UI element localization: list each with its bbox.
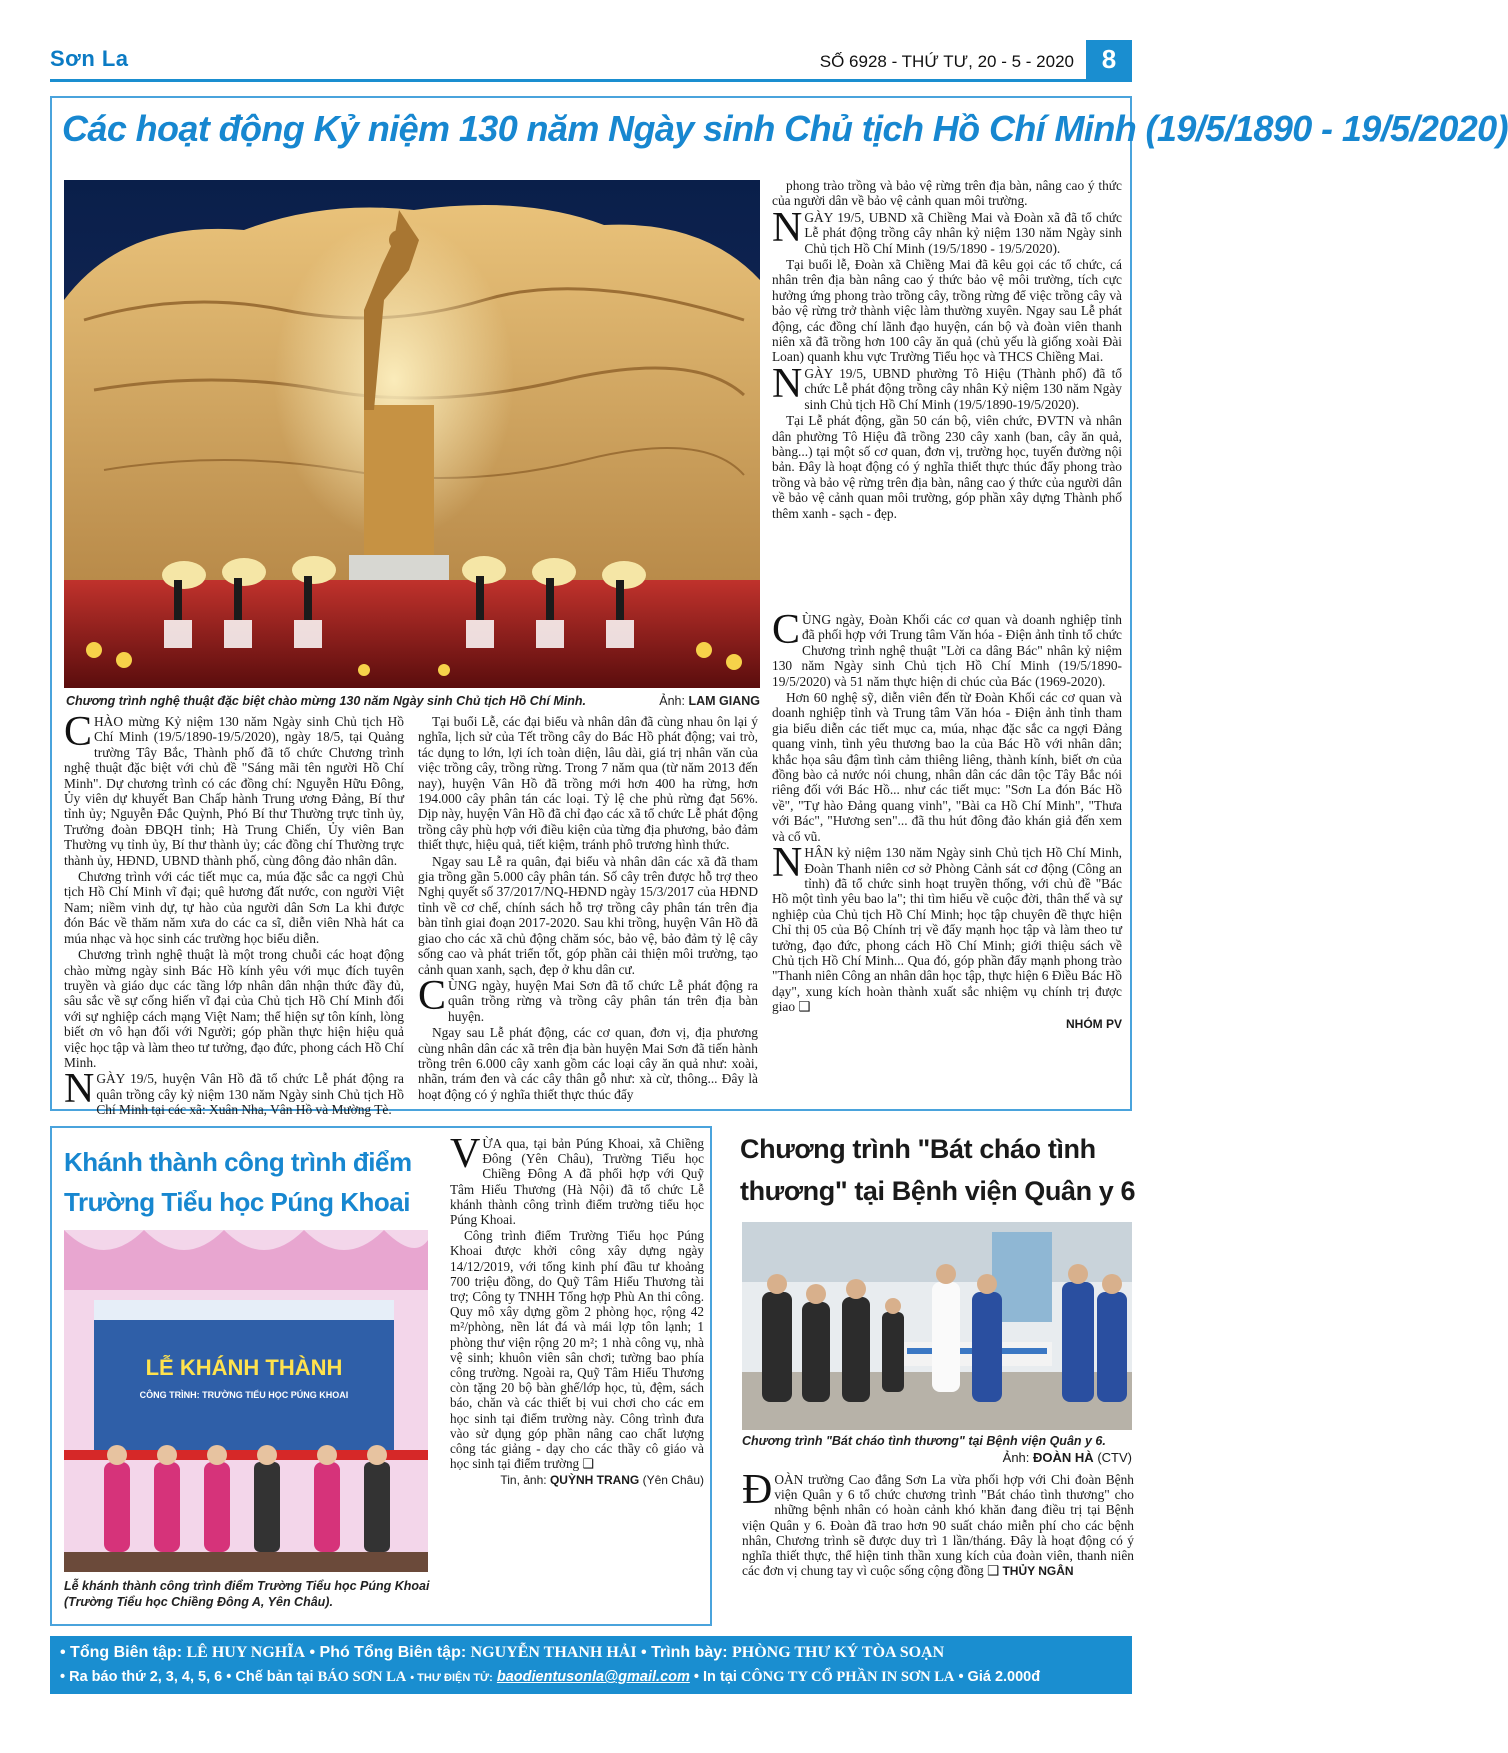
school-photo [64,1230,428,1572]
paragraph: CÙNG ngày, huyện Mai Sơn đã tổ chức Lễ phát động ra quân trồng rừng và trồng cây phân tán trên địa bàn huyện. [418,972,758,1024]
footer-line-2: • Ra báo thứ 2, 3, 4, 5, 6 • Chế bản tại BÁO SƠN LA • THƯ ĐIỆN TỬ: baodientusonla@gmail.com • In tại CÔNG TY CỔ PHẦN IN SƠN LA • Giá 2.000đ [60,1669,1041,1685]
page-number: 8 [1086,40,1132,79]
porridge-headline: Chương trình "Bát cháo tình thương" tại Bệnh viện Quân y 6 [740,1134,1136,1206]
ribbon-cutting-illustration [64,1230,428,1572]
school-article [50,1126,712,1626]
drop-cap: C [64,709,93,755]
paragraph: Ngay sau Lễ ra quân, đại biểu và nhân dân các xã đã tham gia trồng gần 5.000 cây phân tán. Số cây trên được hỗ trợ theo Nghị quyết số 37/2017/NQ-HĐND ngày 15/3/2017 của HĐND tỉnh về cơ chế, chính sách hỗ trợ trồng cây phân tán trên địa bàn tỉnh giai đoạn 2017-2020. Sau khi trồng, huyện Vân Hồ đã giao cho các xã chủ động chăm sóc, bảo vệ, bảo đảm tỷ lệ cây sống cao và phát triển tốt, góp phần cải thiện môi trường, tạo cảnh quan xanh, sạch, đẹp ở khu dân cư. [418,853,758,977]
footer-line-1: • Tổng Biên tập: LÊ HUY NGHĨA • Phó Tổng Biên tập: NGUYỄN THANH HẢI • Trình bày: PHÒNG THƯ KÝ TÒA SOẠN [60,1644,945,1661]
article-column-right-bottom [772,607,1122,1032]
porridge-photo [742,1222,1132,1430]
article-column-a [64,709,404,1119]
hero-photo-credit: Ảnh: LAM GIANG [659,694,760,708]
hero-caption-text: Chương trình nghệ thuật đặc biệt chào mừng 130 năm Ngày sinh Chủ tịch Hồ Chí Minh. [66,694,587,708]
paragraph: Chương trình với các tiết mục ca, múa đặc sắc ca ngợi Chủ tịch Hồ Chí Minh vĩ đại; quê hương đất nước, con người Việt Nam; niềm vinh dự, tự hào của người dân Sơn La khi được đón Bác về thăm năm xưa do các ca sĩ, diễn viên Nhà hát ca múa nhạc và học sinh các trường học biểu diễn. [64,869,404,946]
paragraph: Tại buổi lễ, Đoàn xã Chiềng Mai đã kêu gọi các tổ chức, cá nhân trên địa bàn nâng cao ý thức bảo vệ môi trường, tích cực hưởng ứng phong trào trồng cây, trồng rừng để việc trồng cây và bảo vệ rừng trở thành việc làm thường xuyên. Ngay sau Lễ phát động, các đồng chí lãnh đạo huyện, cán bộ và đoàn viên thanh niên xã đã trồng hơn 100 cây ăn quả (chủ yếu là giống xoài Đài Loan) quanh khu vực Trường Tiểu học và THCS Chiềng Mai. [772,257,1122,365]
imprint-footer [50,1636,1132,1694]
paragraph: VỪA qua, tại bản Púng Khoai, xã Chiềng Đông (Yên Châu), Trường Tiểu học Chiềng Đông A đã phối hợp với Quỹ Tâm Hiếu Thương (Hà Nội) đã tổ chức Lễ khánh thành công trình điểm trường tiểu học Púng Khoai. [450,1131,704,1228]
paragraph: NGÀY 19/5, huyện Vân Hồ đã tổ chức Lễ phát động ra quân trồng cây kỷ niệm 130 năm Ngày sinh Chủ tịch Hồ Chí Minh tại các xã: Xuân Nha, Vân Hồ và Mường Tè. [64,1066,404,1118]
porridge-article-column [742,1467,1134,1580]
paragraph: phong trào trồng và bảo vệ rừng trên địa bàn, nâng cao ý thức của người dân về bảo vệ cảnh quan môi trường. [772,178,1122,209]
author-signature: THỦY NGÂN [1002,1564,1074,1579]
paragraph: Công trình điểm Trường Tiểu học Púng Khoai được khởi công xây dựng ngày 14/12/2019, với tổng kinh phí đầu tư khoảng 700 triệu đồng, do Quỹ Tâm Hiếu Thương tài trợ; Công ty TNHH Tổng hợp Phù An thi công. Quy mô xây dựng gồm 2 phòng học, rộng 42 m²/phòng, nền lát đá và mái lợp tôn lạnh; 1 phòng thư viện rộng 20 m²; 1 nhà công vụ, nhà vệ sinh; khuôn viên sân chơi; tường bao phía công trường. Ngoài ra, Quỹ Tâm Hiếu Thương còn tặng 20 bộ bàn ghế/lớp học, tủ, đệm, sách báo, chăn và các thiết bị vui chơi cho các em học sinh tại điểm trường này. Công trình đưa vào sử dụng góp phần nâng cao chất lượng công tác giảng - dạy cho các thầy cô giáo và học sinh tại điểm trường ❑ [450,1228,704,1472]
drop-cap: N [772,360,803,407]
paragraph: Tại buổi Lễ, các đại biểu và nhân dân đã cùng nhau ôn lại ý nghĩa, lịch sử của Tết trồng cây do Bác Hồ phát động; vai trò, tác dụng to lớn, lợi ích toàn diện, lâu dài, giá trị nhân văn của việc trồng cây, trồng rừng. Trong 7 năm qua (từ năm 2013 đến nay), huyện Vân Hồ đã trồng mới hơn 400 ha rừng, hơn 194.000 cây phân tán các loại. Tỷ lệ che phủ rừng đạt 56%. Dịp này, huyện Vân Hồ đã chỉ đạo các xã tổ chức Lễ phát động trồng cây phù hợp với điều kiện của từng địa phương, bảo đảm thiết thực, hiệu quả, tiết kiệm, tránh phô trương hình thức. [418,714,758,853]
hero-photo [64,180,760,688]
section-name: Sơn La [50,46,129,71]
drop-cap: C [772,607,801,653]
article-column-b [418,714,758,1103]
main-headline: Các hoạt động Kỷ niệm 130 năm Ngày sinh Chủ tịch Hồ Chí Minh (19/5/1890 - 19/5/2020) [62,108,1508,149]
paragraph: ĐOÀN trường Cao đẳng Sơn La vừa phối hợp với Chi đoàn Bệnh viện Quân y 6 tổ chức chương trình "Bát cháo tình thương" cho những bệnh nhân có hoàn cảnh khó khăn đang điều trị tại Bệnh viện Quân y 6. Đoàn đã trao hơn 90 suất cháo miễn phí cho các bệnh nhân, Chương trình sẽ được duy trì 1 lần/tháng. Đây là hoạt động có ý nghĩa thiết thực, thể hiện tinh thần xung kích của đoàn viên, thanh niên các đơn vị chung tay vì cuộc sống cộng đồng ❑ THỦY NGÂN [742,1467,1134,1579]
drop-cap: N [772,204,803,251]
school-article-column [450,1131,704,1489]
drop-cap: Đ [742,1467,773,1513]
article-column-right-top [772,178,1122,522]
banner-subtitle: CÔNG TRÌNH: TRƯỜNG TIỂU HỌC PÚNG KHOAI [139,1390,349,1400]
paragraph: Ngay sau Lễ phát động, các cơ quan, đơn vị, địa phương cùng nhân dân các xã trên địa bàn huyện Mai Sơn đã tiến hành trồng trên 6.000 cây xanh gồm các loại cây ăn quả như: xoài, nhãn, trám đen và các cây thân gỗ như: xà cừ, thông... Đây là hoạt động có ý nghĩa thiết thực thúc đẩy [418,1025,758,1102]
hero-caption [66,694,760,708]
paragraph: Chương trình nghệ thuật là một trong chuỗi các hoạt động chào mừng ngày sinh Bác Hồ kính yêu với mục đích tuyên truyền và giáo dục các tầng lớp nhân dân nhận thức đầy đủ, sâu sắc về sự cống hiến vĩ đại của Chủ tịch Hồ Chí Minh đối với sự nghiệp cách mạng Việt Nam; thể hiện sự tôn kính, lòng biết ơn vô hạn đối với Người; góp phần thực hiện hiệu quả việc học tập và làm theo tư tưởng, đạo đức, phong cách Hồ Chí Minh. [64,947,404,1070]
school-headline: Khánh thành công trình điểm Trường Tiểu học Púng Khoai [64,1147,412,1217]
school-credit: Tin, ảnh: QUỲNH TRANG (Yên Châu) [500,1473,704,1488]
author-signature: NHÓM PV [1065,1016,1122,1031]
drop-cap: V [450,1131,481,1177]
email-link[interactable]: baodientusonla@gmail.com [496,1669,690,1685]
school-photo-caption: Lễ khánh thành công trình điểm Trường Tiểu học Púng Khoai (Trường Tiểu học Chiềng Đông A, Yên Châu). [64,1579,430,1609]
paragraph: CHÀO mừng Kỷ niệm 130 năm Ngày sinh Chủ tịch Hồ Chí Minh (19/5/1890-19/5/2020), ngày 18/5, tại Quảng trường Tây Bắc, Thành phố đã tổ chức Chương trình nghệ thuật đặc biệt với chủ đề "Sáng mãi tên người Hồ Chí Minh". Dự chương trình có các đồng chí: Nguyễn Hữu Đông, Ủy viên dự khuyết Ban Chấp hành Trung ương Đảng, Bí thư tỉnh ủy; Nguyễn Đắc Quỳnh, Phó Bí thư Thường trực tỉnh ủy, Trưởng đoàn ĐBQH tỉnh; Hà Trung Chiến, Ủy viên Ban Thường vụ tỉnh ủy, Bí thư thành ủy; các đồng chí Thường trực thành ủy, HĐND, UBND thành phố, cùng đông đảo nhân dân. [64,709,404,868]
paragraph: Hơn 60 nghệ sỹ, diễn viên đến từ Đoàn Khối các cơ quan và doanh nghiệp tỉnh và Trung tâm Văn hóa - Điện ảnh tỉnh tham gia biểu diễn các tiết mục ca, múa, nhạc đặc sắc ca ngợi Đảng quang vinh, tình yêu thương bao la của Bác Hồ với nhân dân; khắc họa sâu đậm tình cảm thiêng liêng, thành kính, biết ơn của đồng bào cả nước nói chung, nhân dân các dân tộc Tây Bắc nói riêng đối với Bác Hồ... như các tiết mục: "Sơn La đón Bác Hồ về", "Tự hào Đảng quang vinh", "Bài ca Hồ Chí Minh", "Thưa với Bác", "Hương sen"... đã thu hút đông đảo khán giả đến xem và cổ vũ. [772,690,1122,844]
banner-title: LỄ KHÁNH THÀNH [145,1355,343,1380]
issue-info: SỐ 6928 - THỨ TƯ, 20 - 5 - 2020 [819,52,1074,71]
porridge-photo-caption: Chương trình "Bát cháo tình thương" tại Bệnh viện Quân y 6. [742,1434,1106,1448]
monument-stage-illustration [64,180,760,688]
drop-cap: N [64,1066,95,1113]
paragraph: NGÀY 19/5, UBND phường Tô Hiệu (Thành phố) đã tổ chức Lễ phát động trồng cây nhân Kỷ niệm 130 năm Ngày sinh Chủ tịch Hồ Chí Minh (19/5/1890-19/5/2020). [772,360,1122,412]
main-article [50,96,1508,1118]
masthead [50,40,1132,82]
porridge-photo-credit: Ảnh: ĐOÀN HÀ (CTV) [1002,1450,1132,1465]
paragraph: Tại Lễ phát động, gần 50 cán bộ, viên chức, ĐVTN và nhân dân phường Tô Hiệu đã trồng 230 cây xanh (ban, cây ăn quả, bàng...) tại một số cơ quan, đơn vị, trường học, tuyến đường nội bản. Đây là hoạt động có ý nghĩa thiết thực thúc đẩy phong trào trồng và bảo vệ rừng trên địa bàn, nâng cao ý thức của người dân về bảo vệ cảnh quan môi trường, góp phần xây dựng Thành phố thêm xanh - sạch - đẹp. [772,413,1122,521]
paragraph: NGÀY 19/5, UBND xã Chiềng Mai và Đoàn xã đã tổ chức Lễ phát động trồng cây nhân kỷ niệm 130 năm Ngày sinh Chủ tịch Hồ Chí Minh (19/5/1890 - 19/5/2020). [772,204,1122,256]
hospital-charity-illustration [742,1222,1132,1430]
drop-cap: N [772,840,803,887]
paragraph: CÙNG ngày, Đoàn Khối các cơ quan và doanh nghiệp tỉnh đã phối hợp với Trung tâm Văn hóa - Điện ảnh tỉnh tổ chức Chương trình nghệ thuật "Lời ca dâng Bác" nhân kỷ niệm 130 năm Ngày sinh Chủ tịch Hồ Chí Minh (19/5/1890-19/5/2020) và 51 năm thực hiện di chúc của Bác (1969-2020). [772,607,1122,689]
drop-cap: C [418,972,447,1019]
paragraph: NHÂN kỷ niệm 130 năm Ngày sinh Chủ tịch Hồ Chí Minh, Đoàn Thanh niên cơ sở Phòng Cảnh sát cơ động (Công an tỉnh) đã tổ chức sinh hoạt truyền thống, với chủ đề "Bác Hồ một tình yêu bao la"; thi tìm hiểu về cuộc đời, thân thế và sự nghiệp của Chủ tịch Hồ Chí Minh; học tập chuyên đề thực hiện Chỉ thị 05 của Bộ Chính trị về đẩy mạnh học tập và làm theo tư tưởng, đạo đức, phong cách Hồ Chí Minh; giới thiệu sách về Chủ tịch Hồ Chí Minh... Qua đó, góp phần đẩy mạnh phong trào "Thanh niên Công an nhân dân học tập, thực hiện 6 Điều Bác Hồ dạy", xung kích hoàn thành xuất sắc nhiệm vụ chính trị được giao ❑ [772,840,1122,1015]
